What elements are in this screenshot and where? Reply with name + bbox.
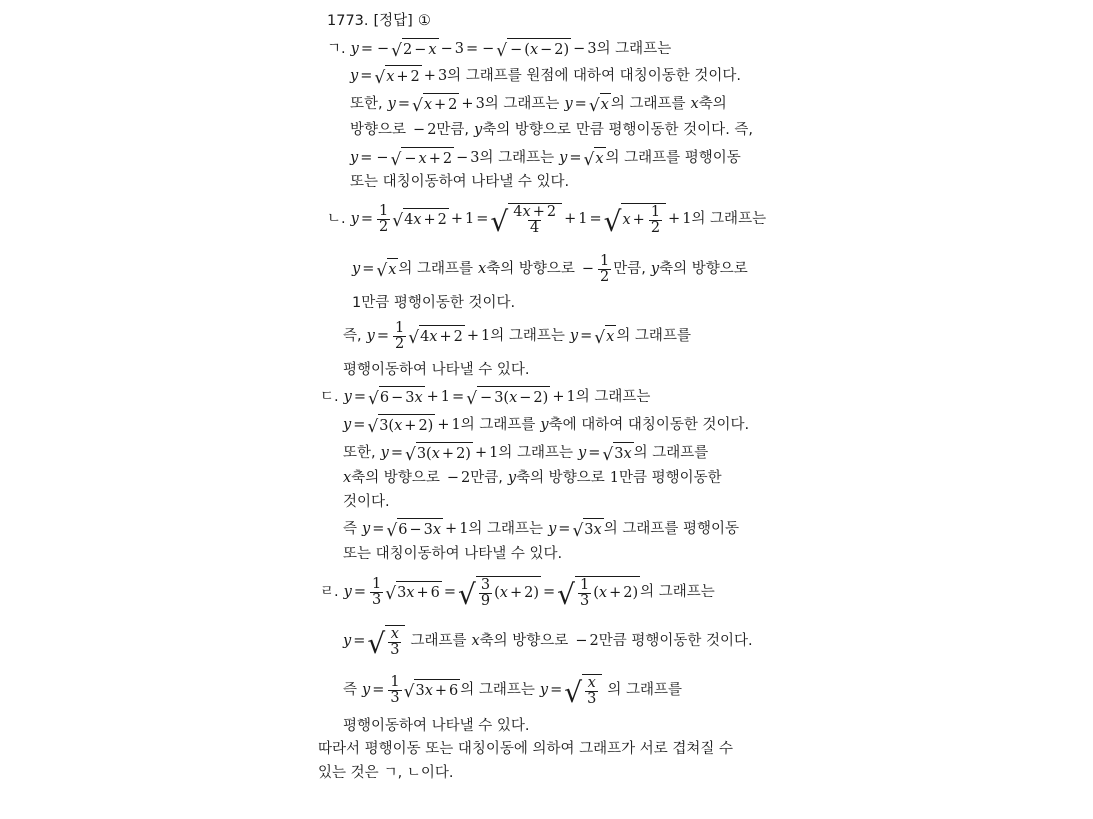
item-b-line-5 <box>343 360 530 380</box>
conclusion-suffix-text: 이다. <box>420 765 454 781</box>
item-d-line-2: y = √ $\frac{x}{3}$ 그래프를 x 축의 방향으로 − 2 만큼 평행이동한 것이다. <box>343 625 753 660</box>
so-text: 즉 <box>343 521 358 537</box>
item-marker-a: ㄱ. <box>327 41 346 57</box>
graph-obj-text: 의 그래프를 <box>616 328 691 344</box>
item-c-line-7 <box>343 544 562 564</box>
x-direction-text: 축의 방향으로 <box>479 633 569 649</box>
so-text: 즉, <box>343 328 362 344</box>
symmetry-conclusion-text: 또는 대칭이동하여 나타낼 수 있다. <box>343 546 563 562</box>
graph-is-text: 의 그래프는 <box>484 96 560 112</box>
problem-number: 1773. <box>327 13 369 29</box>
direction-text: 방향으로 <box>350 122 407 138</box>
translation-conclusion-text: 평행이동하여 나타낼 수 있다. <box>343 362 530 378</box>
translation-tail-text: 의 그래프를 평행이동 <box>603 521 739 537</box>
conclusion-line-1 <box>318 739 733 759</box>
amount-text: 만큼, <box>436 122 470 138</box>
item-c-line-2: y = √ 3( x + 2) + 1 의 그래프를 y 축에 대하여 대칭이동한 것이다. <box>343 414 749 436</box>
conclusion-prefix-text: 있는 것은 <box>318 765 379 781</box>
item-marker-b: ㄴ. <box>327 211 346 227</box>
symmetry-conclusion-text: 또는 대칭이동하여 나타낼 수 있다. <box>350 174 570 190</box>
translation-tail-text: 의 그래프를 평행이동 <box>605 150 741 166</box>
graph-is-text: 의 그래프는 <box>691 211 767 227</box>
graph-is-text: 의 그래프는 <box>490 328 565 344</box>
conclusion-line-2 <box>318 763 454 783</box>
sentence-end-text: 것이다. <box>343 494 390 510</box>
graph-is-text: 의 그래프는 <box>498 445 573 461</box>
also-text: 또한, <box>343 445 376 461</box>
so-text: 즉 <box>343 682 358 698</box>
graph-obj-text: 의 그래프를 <box>607 682 683 698</box>
y-direction-text: 축의 방향으로 <box>482 122 571 138</box>
item-b-line-1: ㄴ. y = $\frac{1}{2}$ √ 4 x + 2 + 1 = √ $\frac{4x + 2}{4}$ + 1 = √ x + $\frac{1}{2}$ + 1 의 그래프는 <box>327 202 767 238</box>
translation-text: 만큼 평행이동한 것이다. 즉, <box>575 122 754 138</box>
graph-is-text: 의 그래프는 <box>575 389 651 405</box>
amount-text: 만큼, <box>613 261 646 277</box>
conclusion-text: 따라서 평행이동 또는 대칭이동에 의하여 그래프가 서로 겹쳐질 수 <box>318 741 734 757</box>
graph-is-text: 의 그래프는 <box>479 150 555 166</box>
item-b-line-2: y = √ x 의 그래프를 x 축의 방향으로 − $\frac{1}{2}$ 만큼, y 축의 방향으로 <box>352 252 748 285</box>
graph-is-text: 의 그래프는 <box>468 521 544 537</box>
graph-obj-text: 의 그래프를 <box>460 417 536 433</box>
answer-label: [정답] <box>373 13 413 29</box>
item-c-line-1: ㄷ. y = √ 6 − 3 x + 1 = √ − 3( x − 2) + 1 의 그래프는 <box>320 386 650 408</box>
translation-text: 만큼 평행이동한 것이다. <box>598 633 753 649</box>
translation-conclusion-text: 평행이동하여 나타낼 수 있다. <box>343 718 530 734</box>
translation-text: 1만큼 평행이동한 것이다. <box>352 295 516 311</box>
graph-is-text: 의 그래프는 <box>596 41 672 57</box>
y-direction-text: 축의 방향으로 <box>516 470 605 486</box>
x-direction-text: 축의 방향으로 <box>351 470 440 486</box>
translation-text: 만큼 평행이동한 <box>618 470 722 486</box>
graph-is-text: 의 그래프는 <box>460 682 535 698</box>
answer-mark: ① <box>417 13 431 29</box>
item-b-line-3 <box>352 293 515 313</box>
item-c-line-6: 즉 y = √ 6 − 3 x + 1 의 그래프는 y = √ 3 x 의 그래프를 평행이동 <box>343 518 739 540</box>
graph-obj-text: 의 그래프를 <box>610 96 686 112</box>
item-a-line-3: 또한, y = √ x + 2 + 3 의 그래프는 y = √ x 의 그래프를 x 축의 <box>350 93 727 115</box>
item-a-line-5: y = − √ − x + 2 − 3 의 그래프는 y = √ x 의 그래프를 평행이동 <box>350 147 741 169</box>
item-d-line-4 <box>343 716 530 736</box>
y-axis-symmetry-text: 축에 대하여 대칭이동한 것이다. <box>548 417 750 433</box>
item-b-line-4: 즉, y = $\frac{1}{2}$ √ 4 x + 2 + 1 의 그래프는 y = √ x 의 그래프를 <box>343 319 691 352</box>
item-c-line-4: x 축의 방향으로 − 2 만큼, y 축의 방향으로 1 만큼 평행이동한 <box>343 470 722 486</box>
item-a-line-4: 방향으로 − 2 만큼, y 축의 방향으로 만큼 평행이동한 것이다. 즉, <box>350 122 754 138</box>
item-a-line-1: ㄱ. y = − √ 2 − x − 3 = − √ − ( x − 2) − 3 의 그래프는 <box>327 38 671 60</box>
item-a-line-2: y = √ x + 2 + 3 의 그래프를 원점에 대하여 대칭이동한 것이다. <box>350 65 741 87</box>
item-d-line-3: 즉 y = $\frac{1}{3}$ √ 3 x + 6 의 그래프는 y = √ $\frac{x}{3}$ 의 그래프를 <box>343 673 683 709</box>
item-marker-d: ㄹ. <box>320 584 339 600</box>
solution-heading <box>327 11 431 31</box>
graph-obj-text: 의 그래프를 <box>398 261 474 277</box>
graph-obj-text: 의 그래프를 <box>633 445 709 461</box>
y-direction-text: 축의 방향으로 <box>659 261 748 277</box>
origin-symmetry-text: 의 그래프를 원점에 대하여 대칭이동한 것이다. <box>447 68 741 84</box>
conclusion-items-text: ㄱ, ㄴ <box>383 765 421 781</box>
x-direction-text: 축의 방향으로 <box>486 261 575 277</box>
amount-text: 만큼, <box>470 470 503 486</box>
also-text: 또한, <box>350 96 383 112</box>
item-a-line-6 <box>350 172 569 192</box>
x-axis-text: 축의 <box>698 96 727 112</box>
item-d-line-1: ㄹ. y = $\frac{1}{3}$ √ 3 x + 6 = √ $\frac{3}{9}$ ( x + 2) = √ $\frac{1}{3}$ ( x + 2) 의 그래프는 <box>320 575 715 611</box>
item-c-line-3: 또한, y = √ 3( x + 2) + 1 의 그래프는 y = √ 3 x 의 그래프를 <box>343 442 708 464</box>
graph-is-text: 의 그래프는 <box>640 584 715 600</box>
item-marker-c: ㄷ. <box>320 389 339 405</box>
graph-obj-text: 그래프를 <box>410 633 467 649</box>
item-c-line-5 <box>343 492 390 512</box>
